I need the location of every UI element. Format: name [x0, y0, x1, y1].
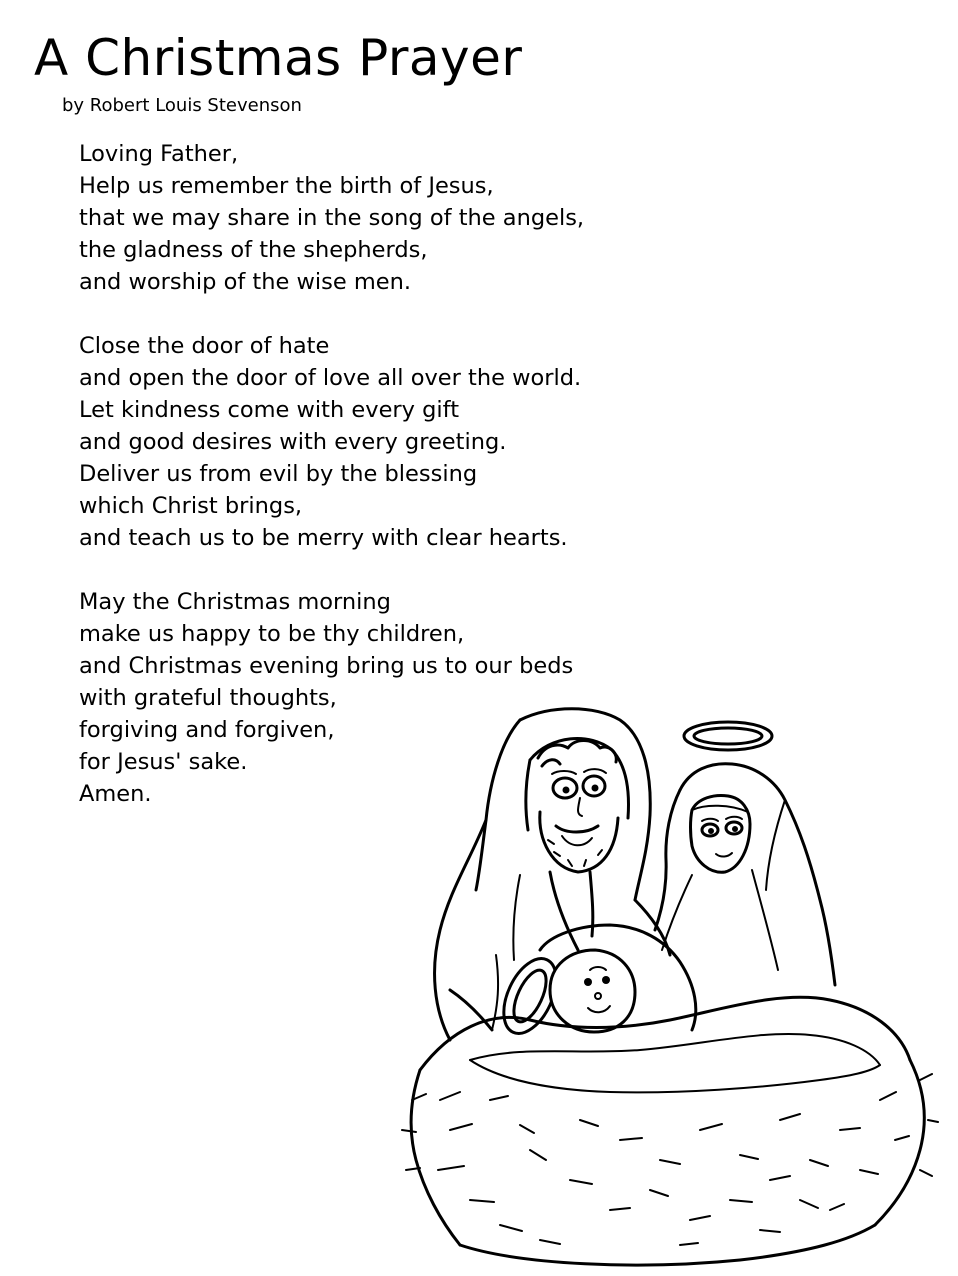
page-title: A Christmas Prayer [34, 29, 523, 87]
mary-figure [655, 722, 835, 985]
manger-hay [402, 997, 938, 1265]
poem-line: which Christ brings, [79, 493, 303, 519]
poem-line: Deliver us from evil by the blessing [79, 461, 478, 487]
poem-line: Amen. [79, 781, 152, 807]
stanza-2 [79, 330, 699, 554]
poem-line: that we may share in the song of the angels, [79, 205, 585, 231]
poem-line: with grateful thoughts, [79, 685, 337, 711]
poem-line: for Jesus' sake. [79, 749, 248, 775]
author-byline: by Robert Louis Stevenson [62, 95, 302, 116]
poem-line: Let kindness come with every gift [79, 397, 460, 423]
poem-line: make us happy to be thy children, [79, 621, 465, 647]
poem-line: May the Christmas morning [79, 589, 391, 615]
poem-line: and open the door of love all over the world. [79, 365, 582, 391]
poem-line: and Christmas evening bring us to our beds [79, 653, 574, 679]
poem-line: Close the door of hate [79, 333, 330, 359]
poem-line: Loving Father, [79, 141, 239, 167]
nativity-illustration [380, 700, 940, 1270]
poem-line: forgiving and forgiven, [79, 717, 335, 743]
poem-line: and good desires with every greeting. [79, 429, 507, 455]
poem-line: and worship of the wise men. [79, 269, 412, 295]
poem-line: and teach us to be merry with clear hearts. [79, 525, 568, 551]
poem-line: the gladness of the shepherds, [79, 237, 428, 263]
poem-line: Help us remember the birth of Jesus, [79, 173, 494, 199]
stanza-1 [79, 138, 699, 298]
